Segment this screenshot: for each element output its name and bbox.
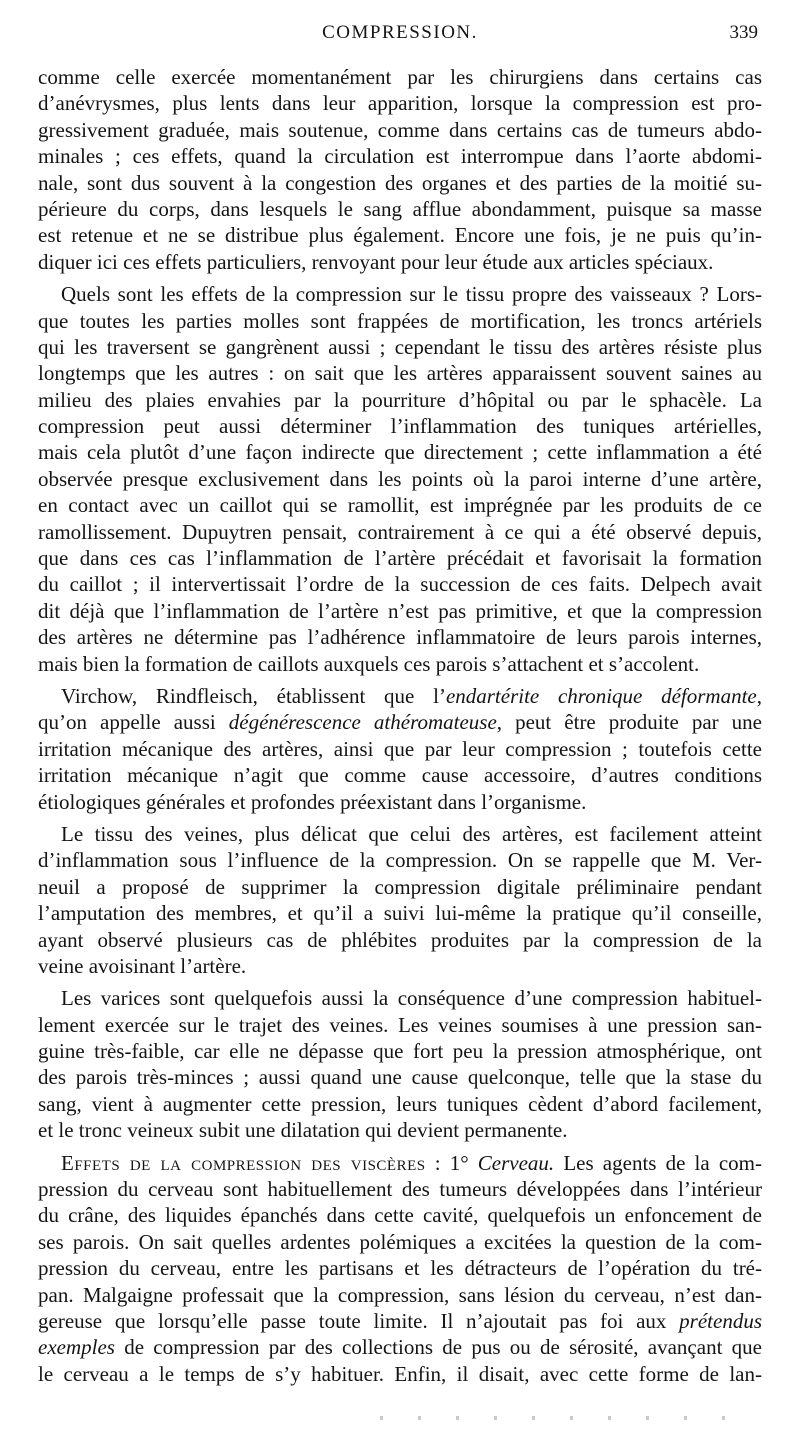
line-text: observée presque exclusivement dans les points où la paroi interne d’une artère, [38,466,762,491]
line-text: comme celle exercée momentanément par les chirurgiens dans certains cas [38,65,762,89]
small-caps-heading: Effets de la compression des viscères [61,1150,426,1175]
running-title: COMPRESSION. [322,22,478,43]
text-line [38,821,762,847]
line-text: Virchow, Rindfleisch, établissent que l’ [61,683,446,708]
italic-text: Cerveau. [477,1150,555,1175]
text-line [38,953,762,979]
line-text: veine avoisinant l’artère. [38,953,247,978]
text-line [38,360,762,386]
text-line [38,847,762,873]
line-text: que toutes les parties molles sont frappées de mortification, les troncs artériels [38,308,762,333]
line-text: guine très-faible, car elle ne dépasse que fort peu la pression atmosphérique, ont [38,1039,762,1064]
text-line [38,1038,762,1064]
text-line [38,1091,762,1117]
text-line [38,117,762,143]
line-text: neuil a proposé de supprimer la compression digitale préliminaire pendant [38,874,762,899]
line-text: dit déjà que l’inflammation de l’artère n’est pas primitive, et que la compression [38,598,762,623]
text-line [38,789,762,815]
text-line [38,736,762,762]
line-text: : 1° [425,1150,478,1175]
text-line [38,1176,762,1202]
line-text: ses parois. On sait quelles ardentes polémiques a excitées la question de la com- [38,1229,762,1254]
line-text: Les agents de la com- [554,1150,763,1175]
line-text: et le tronc veineux subit une dilatation qui devient permanente. [38,1118,568,1143]
text-line [38,1255,762,1281]
line-text: d’inflammation sous l’influence de la compression. On se rappelle que M. Ver- [38,848,762,873]
text-line [38,985,762,1011]
text-line [38,624,762,650]
page-number: 339 [729,22,758,43]
line-text: le cerveau a le temps de s’y habituer. Enfin, il disait, avec cette forme de lan- [38,1361,762,1386]
text-line [38,1117,762,1143]
line-text: du caillot ; il intervertissait l’ordre de la succession de ces faits. Delpech avait [38,572,762,597]
line-text: l’amputation des membres, et qu’il a suivi lui-même la pratique qu’il conseille, [38,901,762,926]
line-text: Quels sont les effets de la compression sur le tissu propre des vaisseaux ? Lors- [61,282,762,307]
line-text: diquer ici ces effets particuliers, renvoyant pour leur étude aux articles spéciaux. [38,249,714,274]
line-text: d’anévrysmes, plus lents dans leur apparition, lorsque la compression est pro- [38,91,762,116]
text-line [38,492,762,518]
line-text: ayant observé plusieurs cas de phlébites produites par la compression de la [38,927,762,952]
text-line [38,1202,762,1228]
line-text: ramollissement. Dupuytren pensait, contrairement à ce qui a été observé depuis, [38,519,762,544]
line-text: que dans ces cas l’inflammation de l’artère précédait et favorisait la formation [38,546,762,571]
text-line [38,1150,762,1176]
line-text: pression du cerveau, entre les partisans et les détracteurs de l’opération du tré- [38,1256,762,1281]
line-text: , peut être produite par une [496,710,762,735]
line-text: qui les traversent se gangrènent aussi ; cependant le tissu des artères résiste plus [38,334,762,359]
text-line [38,1229,762,1255]
line-text: minales ; ces effets, quand la circulation est interrompue dans l’aorte abdomi- [38,144,762,169]
line-text: irritation mécanique n’agit que comme cause accessoire, d’autres conditions [38,763,762,788]
text-line [38,334,762,360]
text-line [38,387,762,413]
text-line [38,143,762,169]
text-line [38,1308,762,1334]
text-line [38,413,762,439]
body-text [38,64,762,1387]
text-line [38,308,762,334]
bottom-speckle [380,1416,760,1420]
line-text: périeure du corps, dans lesquels le sang afflue abondamment, puisque sa masse [38,196,762,221]
line-text: Les varices sont quelquefois aussi la conséquence d’une compression habituel- [61,986,762,1011]
text-line [38,683,762,709]
text-line [38,1064,762,1090]
line-text: de compression par des collections de pus ou de sérosité, avançant que [114,1335,762,1360]
line-text: des parois très-minces ; aussi quand une cause quelconque, telle que la stase du [38,1065,762,1090]
line-text: irritation mécanique des artères, ainsi que par leur compression ; toutefois cette [38,736,762,761]
line-text: pression du cerveau sont habituellement des tumeurs développées dans l’intérieur [38,1177,762,1202]
text-line [38,222,762,248]
line-text: longtemps que les autres : on sait que les artères apparaissent souvent saines au [38,361,762,386]
line-text: mais cela plutôt d’une façon indirecte que directement ; cette inflammation a été [38,440,762,465]
line-text: mais bien la formation de caillots auxquels ces parois s’attachent et s’accolent. [38,651,700,676]
text-line [38,1361,762,1387]
italic-text: prétendus [679,1308,762,1333]
text-line [38,249,762,275]
line-text: en contact avec un caillot qui se ramollit, est imprégnée par les produits de ce [38,493,762,518]
text-line [38,196,762,222]
text-line [38,874,762,900]
line-text: gressivement graduée, mais soutenue, comme dans certains cas de tumeurs abdo- [38,117,762,142]
line-text: étiologiques générales et profondes préexistant dans l’organisme. [38,789,587,814]
line-text: nale, sont dus souvent à la congestion des organes et des parties de la moitié su- [38,170,762,195]
line-text: lement exercée sur le trajet des veines. Les veines soumises à une pression san- [38,1012,762,1037]
text-line [38,900,762,926]
text-line [38,1012,762,1038]
italic-text: endartérite chronique déformante [445,683,757,708]
line-text: du crâne, des liquides épanchés dans cette cavité, quelquefois un enfoncement de [38,1203,762,1228]
text-line [38,90,762,116]
text-line [38,571,762,597]
line-text: , [756,683,762,708]
text-line [38,64,762,90]
line-text: compression peut aussi déterminer l’inflammation des tuniques artérielles, [38,414,762,439]
text-line [38,651,762,677]
line-text: gereuse que lorsqu’elle passe toute limite. Il n’ajoutait pas foi aux [38,1308,680,1333]
line-text: sang, vient à augmenter cette pression, leurs tuniques cèdent d’abord facilement, [38,1091,762,1116]
line-text: est retenue et ne se distribue plus également. Encore une fois, je ne puis qu’in- [38,223,762,248]
line-text: des artères ne détermine pas l’adhérence inflammatoire de leurs parois internes, [38,625,762,650]
italic-text: exemples [38,1335,115,1360]
italic-text: dégénérescence athéromateuse [228,710,497,735]
running-header [0,22,800,52]
text-line [38,709,762,735]
text-line [38,598,762,624]
text-line [38,519,762,545]
line-text: pan. Malgaigne professait que la compression, sans lésion du cerveau, n’est dan- [38,1282,762,1307]
text-line [38,1334,762,1360]
text-line [38,1282,762,1308]
text-line [38,466,762,492]
text-line [38,545,762,571]
text-line [38,281,762,307]
line-text: Le tissu des veines, plus délicat que celui des artères, est facilement atteint [61,821,762,846]
text-line [38,927,762,953]
line-text: milieu des plaies envahies par la pourriture d’hôpital ou par le sphacèle. La [38,387,762,412]
line-text: qu’on appelle aussi [38,710,229,735]
text-line [38,170,762,196]
text-line [38,439,762,465]
text-line [38,762,762,788]
